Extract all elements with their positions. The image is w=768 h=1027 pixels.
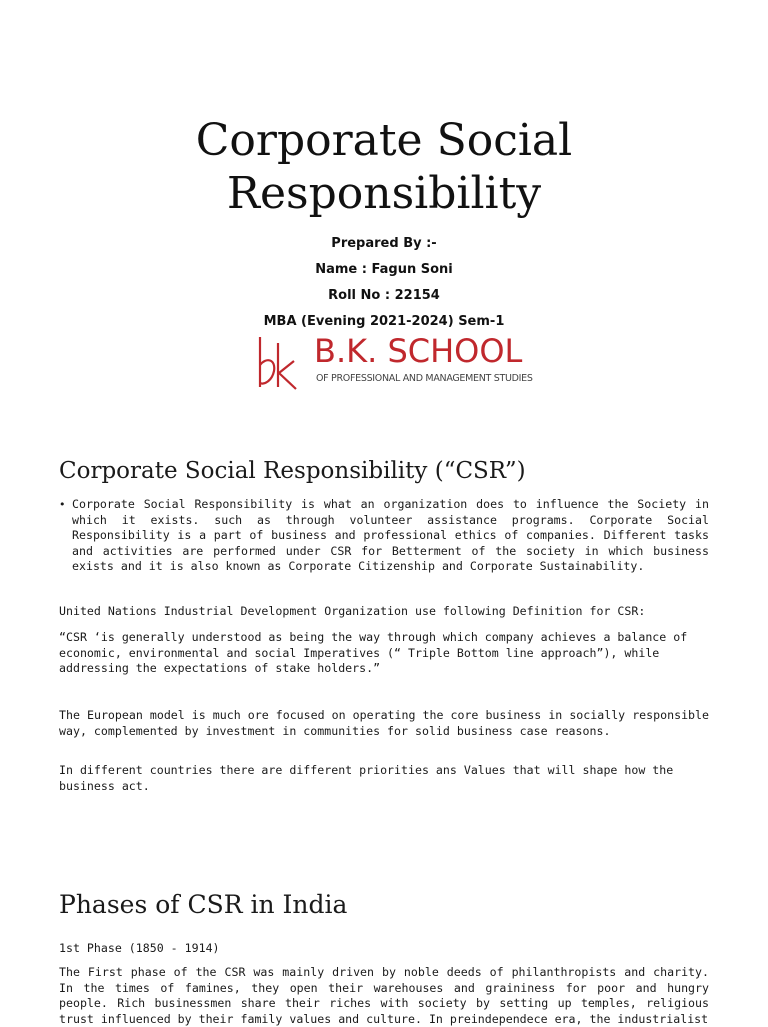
logo-school-name: B.K. SCHOOL [314, 332, 523, 370]
phase-1-label: 1st Phase (1850 - 1914) [59, 941, 220, 955]
roll-number: Roll No : 22154 [328, 288, 440, 303]
countries-text: In different countries there are different priorities ans Values that will shape how the business act. [59, 763, 674, 793]
phases-heading: Phases of CSR in India [59, 890, 348, 919]
prepared-by: Prepared By :- [331, 236, 437, 251]
author-info [0, 231, 768, 335]
title-line-2: Responsibility [226, 168, 542, 219]
bullet-icon: • [59, 498, 66, 511]
unido-intro: United Nations Industrial Development Organization use following Definition for CSR: [59, 604, 646, 618]
csr-definition: Corporate Social Responsibility is what an organization does to influence the Society in which it exists. such as through volunteer assistance programs. Corporate Social Responsibility is a part of business and professional ethics of companies. Different tasks and activities are performed under CSR for Betterment of the society in which business exists and it is also known as Corporate Citizenship and Corporate Sustainability. [72, 497, 709, 573]
author-name: Name : Fagun Soni [315, 262, 453, 277]
bk-logo-mark-icon [252, 335, 304, 393]
logo-school-subtitle: OF PROFESSIONAL AND MANAGEMENT STUDIES [316, 373, 533, 384]
school-logo [252, 332, 542, 395]
phase-1-text: The First phase of the CSR was mainly driven by noble deeds of philanthropists and charity. In the times of famines, they open their warehouses and graininess for poor and hungry people. Rich businessmen share their riches with society by setting up temples, religious trust influenced by their family values and culture. In preindependece era, the industrialist [59, 965, 709, 1026]
csr-heading: Corporate Social Responsibility (“CSR”) [59, 458, 526, 484]
unido-quote: “CSR ‘is generally understood as being the way through which company achieves a balance of economic, environmental and social Imperatives (“ Triple Bottom line approach”), while addressing the expectations of stake holders.” [59, 630, 688, 675]
phases-slide [0, 880, 768, 1024]
program: MBA (Evening 2021-2024) Sem-1 [263, 314, 505, 329]
csr-slide [0, 440, 768, 830]
european-model-text: The European model is much ore focused on operating the core business in socially responsible way, complemented by investment in communities for solid business case reasons. [59, 708, 709, 738]
title-line-1: Corporate Social [195, 115, 573, 166]
title-slide [0, 0, 768, 420]
page-title [0, 114, 768, 220]
